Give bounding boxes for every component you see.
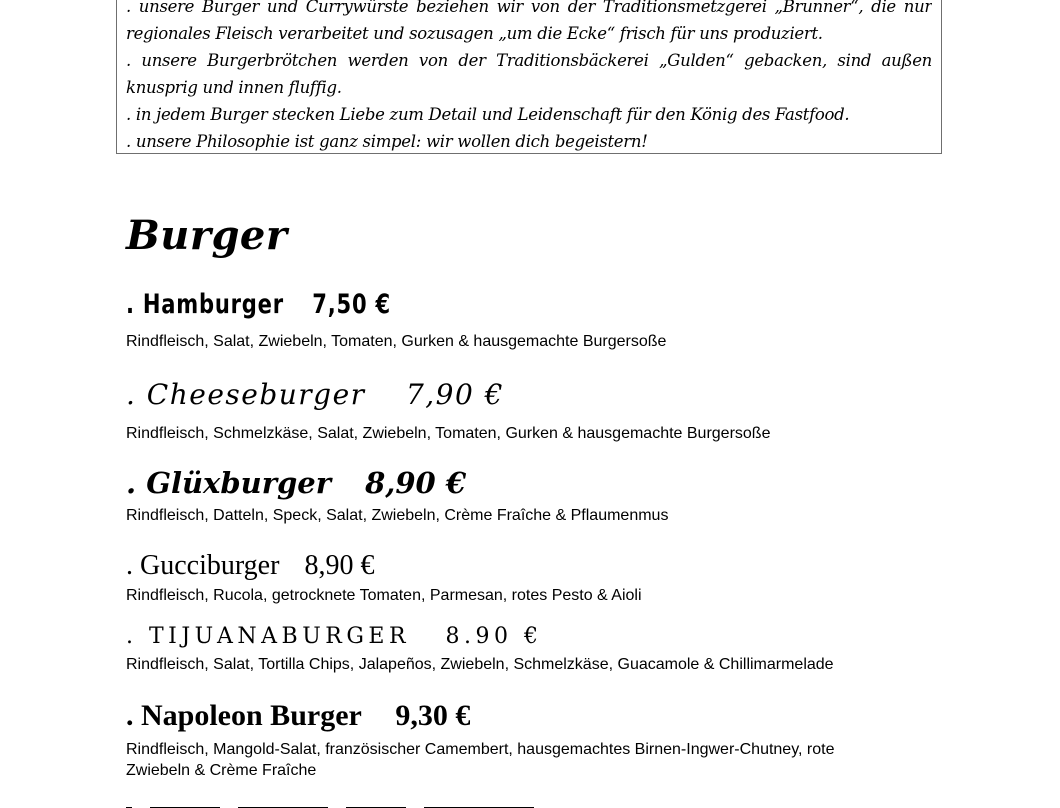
cut-off-next-item [126, 792, 566, 808]
item-description: Rindfleisch, Salat, Tortilla Chips, Jalapeños, Zwiebeln, Schmelzkäse, Guacamole & Chillimarmelade [126, 656, 834, 673]
intro-line: . unsere Burgerbrötchen werden von der Traditionsbäckerei „Gulden“ gebacken, sind außen [126, 51, 932, 70]
section-title: Burger [126, 212, 288, 259]
item-price: 8.90 € [445, 624, 543, 649]
item-description-line: Zwiebeln & Crème Fraîche [126, 762, 317, 779]
intro-line: . unsere Burger und Currywürste beziehen wir von der Traditionsmetzgerei „Brunner“, die nur [126, 0, 932, 16]
menu-item-cheeseburger [126, 378, 504, 411]
menu-item-hamburger [126, 289, 391, 320]
item-name: . Gucciburger [126, 550, 280, 581]
item-description: Rindfleisch, Schmelzkäse, Salat, Zwiebeln, Tomaten, Gurken & hausgemachte Burgersoße [126, 425, 771, 442]
intro-box [116, 0, 942, 154]
item-name: . Hamburger [126, 289, 284, 320]
item-name: . Cheeseburger [126, 378, 366, 411]
item-price: 8,90 € [365, 466, 467, 500]
item-price: 9,30 € [395, 699, 471, 732]
item-description-line: Rindfleisch, Mangold-Salat, französischer Camembert, hausgemachtes Birnen-Ingwer-Chutney, rote [126, 741, 835, 758]
item-price: 7,90 € [405, 378, 505, 411]
item-name: . Glüxburger [126, 466, 331, 500]
item-price: 7,50 € [312, 289, 391, 320]
intro-line: . in jedem Burger stecken Liebe zum Detail und Leidenschaft für den König des Fastfood. [126, 105, 850, 124]
menu-item-napoleon-burger [126, 699, 470, 733]
menu-item-tijuanaburger [126, 624, 543, 649]
menu-item-gucciburger [126, 550, 374, 582]
item-description: Rindfleisch, Salat, Zwiebeln, Tomaten, Gurken & hausgemachte Burgersoße [126, 333, 667, 350]
intro-line: . unsere Philosophie ist ganz simpel: wir wollen dich begeistern! [126, 132, 648, 151]
item-name: . Napoleon Burger [126, 699, 362, 732]
menu-item-gluexburger [126, 466, 466, 500]
item-description: Rindfleisch, Rucola, getrocknete Tomaten, Parmesan, rotes Pesto & Aioli [126, 587, 642, 604]
item-description: Rindfleisch, Datteln, Speck, Salat, Zwiebeln, Crème Fraîche & Pflaumenmus [126, 507, 669, 524]
item-description [126, 739, 926, 781]
item-name: . TIJUANABURGER [126, 624, 411, 649]
intro-line: knusprig und innen fluffig. [126, 78, 342, 97]
intro-line: regionales Fleisch verarbeitet und sozusagen „um die Ecke“ frisch für uns produziert. [126, 24, 823, 43]
item-price: 8,90 € [304, 550, 375, 581]
